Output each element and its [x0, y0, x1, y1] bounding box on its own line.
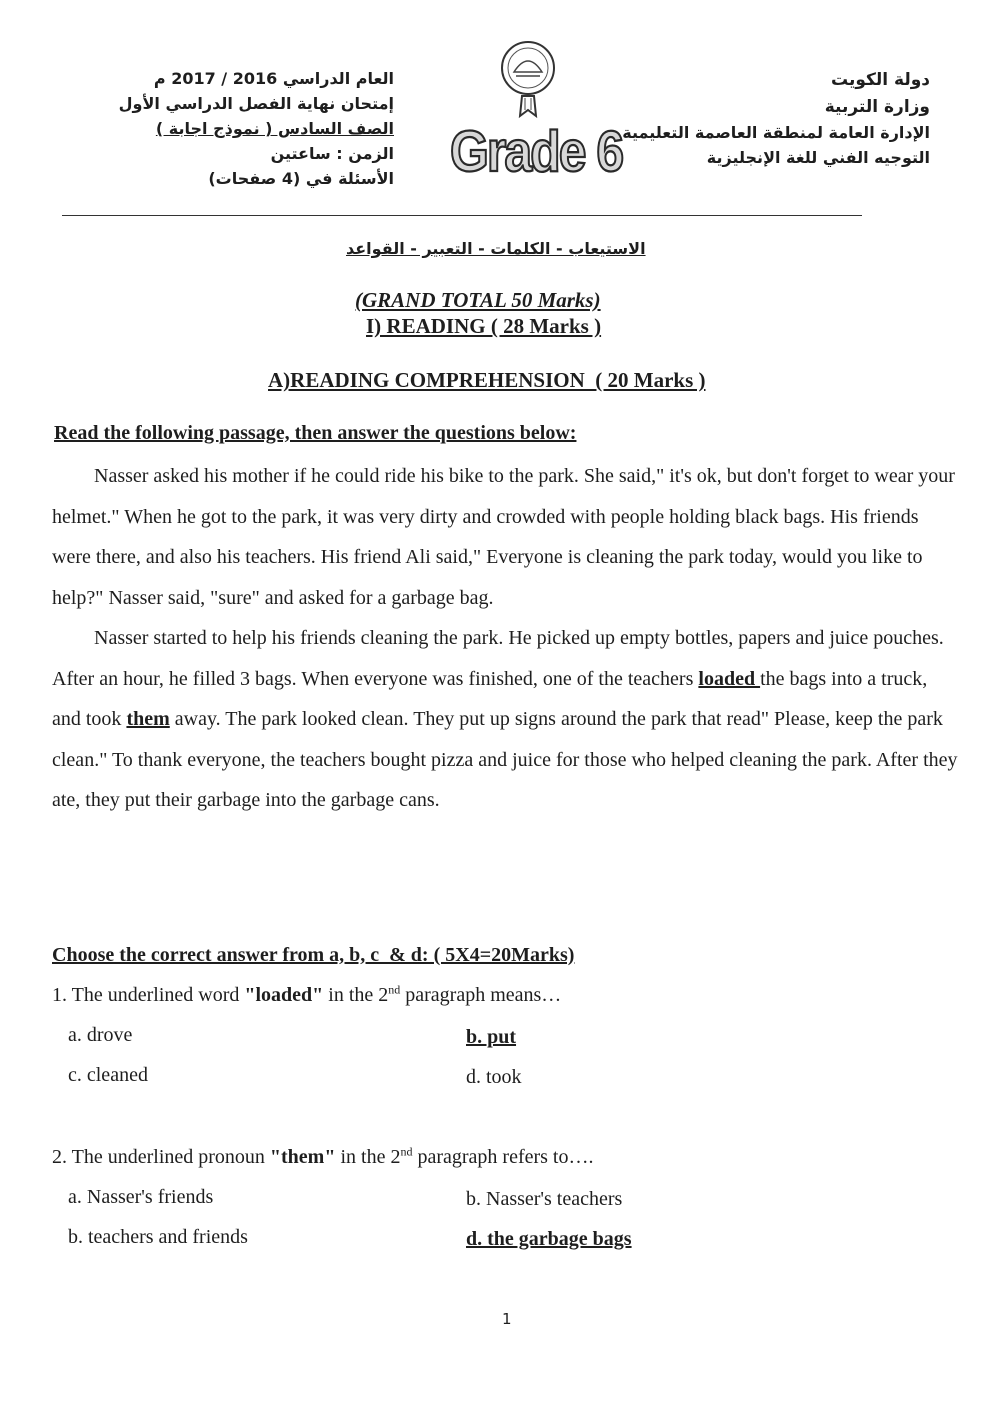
question-keyword: "them" — [269, 1146, 336, 1168]
section-title: I) READING ( 28 Marks ) — [366, 314, 602, 338]
subject-line: الاستيعاب - الكلمات - التعبير - القواعد — [346, 239, 646, 258]
subsection-title: A)READING COMPREHENSION ( 20 Marks ) — [268, 368, 706, 392]
passage-text: Nasser started to help his friends cleaning the park. He picked up empty bottles, papers and juice pouches. After an hour, he filled 3 bags. When everyone was finished, one of the teachers — [52, 627, 944, 690]
kuwait-emblem-icon — [494, 38, 562, 120]
question-text: 1. The underlined word — [52, 984, 245, 1006]
header-divider — [62, 215, 862, 216]
header-right-line: التوجيه الفني للغة الإنجليزية — [706, 148, 930, 167]
q1-option-d[interactable]: d. took — [466, 1066, 522, 1088]
choose-heading: Choose the correct answer from a, b, c & d: ( 5X4=20Marks) — [52, 944, 575, 966]
q1-option-b-answer[interactable]: b. put — [466, 1026, 517, 1048]
question-text: in the 2 — [335, 1146, 401, 1168]
header-right-block — [622, 68, 930, 170]
q2-option-b[interactable]: b. Nasser's teachers — [466, 1188, 623, 1210]
passage-text: away. The park looked clean. They put up signs around the park that read" Please, keep the park clean." To thank everyone, the teachers bought pizza and juice for those who helped cleaning the park. After they ate, they put their garbage into the garbage cans. — [52, 708, 958, 811]
header-left-line: العام الدراسي 2016 / 2017 م — [153, 69, 394, 88]
q2-option-a[interactable]: a. Nasser's friends — [68, 1186, 214, 1208]
page-number: 1 — [502, 1310, 512, 1328]
q2-option-c[interactable]: b. teachers and friends — [68, 1226, 248, 1248]
q1-option-a[interactable]: a. drove — [68, 1024, 133, 1046]
grade-label: Grade 6 — [450, 119, 623, 184]
header-left-line: إمتحان نهاية الفصل الدراسي الأول — [118, 94, 394, 113]
passage-paragraph-1: Nasser asked his mother if he could ride his bike to the park. She said," it's ok, but don't forget to wear your helmet." When he got to the park, it was very dirty and crowded with people holding black bags. His friends were there, and also his teachers. His friend Ali said," Everyone is cleaning the park today, would you like to help?" Nasser said, "sure" and asked for a garbage bag. — [52, 465, 955, 609]
q2-option-d-answer[interactable]: d. the garbage bags — [466, 1228, 632, 1250]
question-text: in the 2 — [323, 984, 389, 1006]
question-text: 2. The underlined pronoun — [52, 1146, 270, 1168]
passage-paragraph-2 — [52, 618, 960, 821]
header-left-line: الأسئلة في (4 صفحات) — [208, 169, 394, 188]
underlined-word-loaded: loaded — [698, 667, 761, 690]
question-text: paragraph refers to…. — [412, 1146, 594, 1168]
ordinal-suffix: nd — [400, 1144, 413, 1159]
question-2 — [52, 1146, 593, 1169]
header-left-line: الزمن : ساعتين — [270, 144, 394, 163]
header-left-line: الصف السادس ( نموذج اجابة ) — [155, 119, 394, 138]
passage-instruction: Read the following passage, then answer the questions below: — [54, 422, 577, 444]
question-text: paragraph means… — [400, 984, 562, 1006]
header-right-line: وزارة التربية — [824, 97, 930, 117]
passage-text: the bags into a truck, and took — [52, 667, 928, 730]
underlined-word-them: them — [126, 708, 170, 730]
question-1 — [52, 984, 561, 1007]
ordinal-suffix: nd — [388, 982, 401, 997]
grand-total: (GRAND TOTAL 50 Marks) — [355, 288, 601, 312]
question-keyword: "loaded" — [244, 984, 324, 1006]
header-left-block — [119, 66, 394, 191]
header-right-line: الإدارة العامة لمنطقة العاصمة التعليمية — [622, 123, 930, 142]
reading-passage — [52, 456, 960, 821]
q1-option-c[interactable]: c. cleaned — [68, 1064, 148, 1086]
header-right-line: دولة الكويت — [830, 70, 930, 90]
